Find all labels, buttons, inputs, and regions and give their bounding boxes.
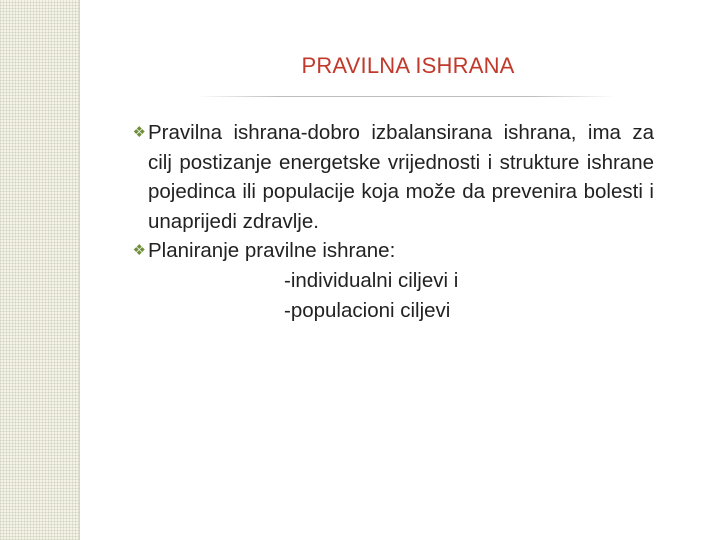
diamond-bullet-icon: ❖: [132, 242, 146, 260]
sub-item-populacioni: -populacioni ciljevi: [284, 298, 451, 322]
sub-item-individualni: -individualni ciljevi i: [284, 268, 459, 292]
slide-title: PRAVILNA ISHRANA: [301, 53, 515, 78]
diamond-bullet-icon: ❖: [132, 124, 146, 141]
bullet-item-pravilna-ishrana: [106, 118, 654, 236]
slide-body: [106, 118, 654, 325]
bullet-text: Planiranje pravilne ishrane:: [148, 239, 396, 263]
bullet-item-planiranje: [106, 236, 654, 266]
left-band-edge-divider: [79, 0, 80, 540]
decorative-left-band: [0, 0, 79, 540]
title-underline-divider: [195, 96, 615, 97]
bullet-text: Pravilna ishrana-dobro izbalansirana ishrana, ima za cilj postizanje energetske vrijednosti i strukture ishrane pojedinca ili populacije koja može da prevenira bolesti i unaprijedi zdravlje.: [148, 121, 654, 233]
